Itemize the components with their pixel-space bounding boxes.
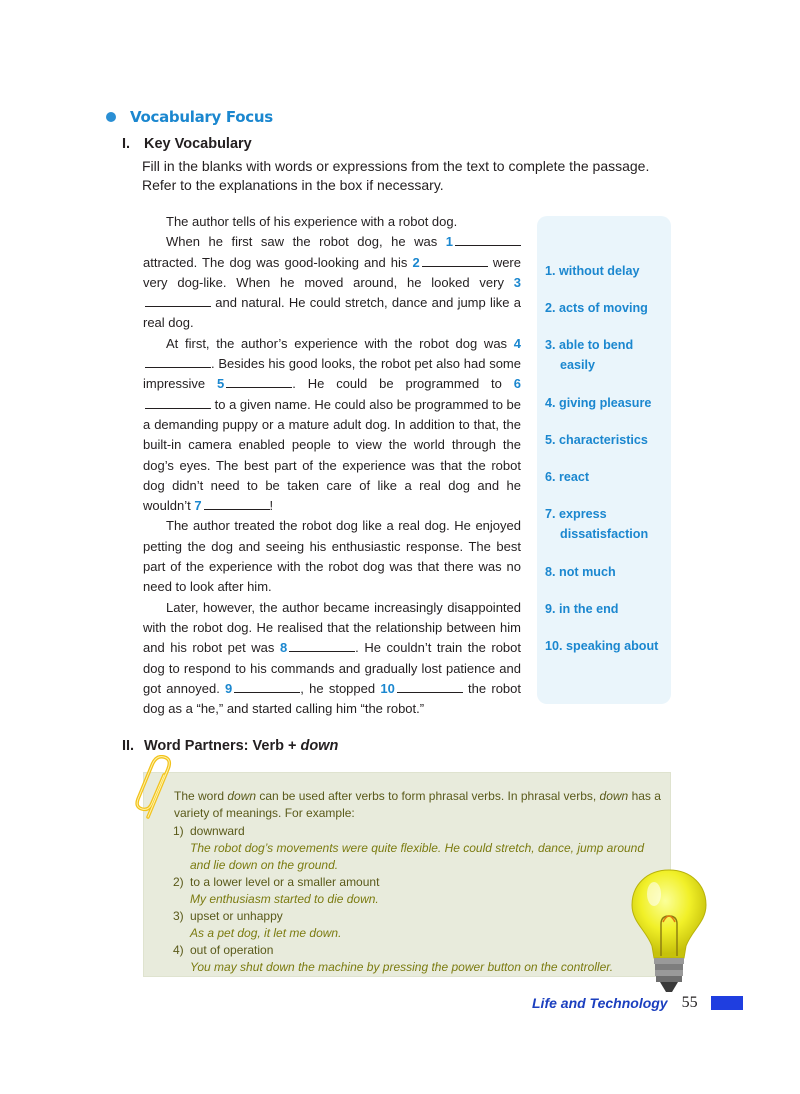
chapter-title: Life and Technology — [532, 995, 668, 1011]
explanation-item: 9. in the end — [545, 602, 619, 616]
blank-8[interactable] — [289, 640, 355, 652]
paragraph-1: The author tells of his experience with a robot dog. — [166, 214, 458, 229]
explanation-item: 5. characteristics — [545, 433, 648, 447]
blank-number: 4 — [513, 335, 521, 351]
blank-4[interactable] — [145, 356, 211, 368]
explanation-item: 8. not much — [545, 565, 616, 579]
blank-3[interactable] — [145, 295, 211, 307]
blank-7[interactable] — [204, 498, 270, 510]
blank-number: 2 — [412, 254, 420, 270]
explanation-item: 6. react — [545, 470, 590, 484]
word-partners-heading — [122, 738, 338, 754]
section-title: Vocabulary Focus — [130, 108, 273, 126]
footer-bar — [711, 996, 743, 1010]
passage — [143, 212, 521, 719]
paragraph-5: Later, however, the author became increasingly disappointed with the robot dog. He realised that the relationship between him and his robot pet was 8 . He couldn’t train the robot dog to respond to his commands and gradually lost patience and got annoyed. 9 , he stopped 10 the robot dog as a “he,” and started calling him “the robot.” — [143, 599, 521, 717]
blank-number: 8 — [279, 640, 288, 656]
list-item: 1) downward The robot dog’s movements were quite flexible. He could stretch, dance, jump around and lie down on the ground. — [173, 824, 645, 872]
list-item: 3) upset or unhappy As a pet dog, it let me down. — [173, 909, 342, 940]
paragraph-3: At first, the author’s experience with the robot dog was 4. Besides his good looks, the robot pet also had some impressive 5 . He could be programmed to 6 to a given name. He could also be programmed to be a demanding puppy or a mature adult dog. In addition to that, the built-in camera enabled people to view the world through the dog’s eyes. The best part of the experience was that the robot dog didn’t need to be taken care of like a real dog and he wouldn’t 7 ! — [143, 335, 522, 514]
blank-10[interactable] — [397, 681, 463, 693]
paragraph-2: When he first saw the robot dog, he was 1 attracted. The dog was good-looking and his 2 were very dog-like. When he moved around, he looked very 3 and natural. He could stretch, dance and jump like a real dog. — [143, 234, 521, 331]
note-card — [143, 772, 671, 977]
blank-number: 6 — [513, 376, 521, 392]
paragraph-4: The author treated the robot dog like a real dog. He enjoyed petting the dog and seeing his enthusiastic response. The best part of the experience with the robot dog was that there was no need to look after him. — [143, 518, 521, 595]
heading-emphasis: down — [300, 738, 339, 754]
blank-number: 1 — [445, 234, 453, 250]
section-heading — [106, 108, 273, 126]
heading-text: Key Vocabulary — [144, 136, 252, 152]
explanation-item: 2. acts of moving — [545, 301, 648, 315]
blank-number: 5 — [217, 376, 225, 392]
blank-number: 9 — [225, 680, 233, 696]
explanation-item: 3. able to bend easily — [545, 338, 634, 372]
key-vocabulary-heading — [122, 136, 252, 152]
list-item: 2) to a lower level or a smaller amount My enthusiasm started to die down. — [173, 875, 380, 906]
light-bulb-icon — [628, 866, 710, 1000]
roman-numeral: II. — [122, 738, 135, 754]
bullet-icon — [106, 112, 116, 122]
list-item: 4) out of operation You may shut down the machine by pressing the power button on the controller. — [173, 943, 614, 974]
roman-numeral: I. — [122, 136, 131, 152]
explanation-item: 7. express dissatisfaction — [545, 507, 649, 541]
heading-text: Word Partners: Verb + — [144, 738, 301, 754]
explanation-item: 10. speaking about — [545, 639, 659, 653]
blank-5[interactable] — [226, 376, 292, 388]
page-footer — [532, 994, 743, 1012]
note-intro: The word down can be used after verbs to form phrasal verbs. In phrasal verbs, down has a variety of meanings. For example: — [174, 789, 661, 820]
blank-number: 3 — [513, 274, 521, 290]
blank-2[interactable] — [422, 255, 488, 267]
blank-number: 10 — [380, 680, 395, 696]
explanation-item: 1. without delay — [545, 264, 640, 278]
blank-number: 7 — [194, 498, 202, 514]
blank-9[interactable] — [234, 681, 300, 693]
meaning-list — [173, 823, 653, 976]
explanation-item: 4. giving pleasure — [545, 396, 652, 410]
instructions: Fill in the blanks with words or expressions from the text to complete the passage. Refer to the explanations in the box if necessary. — [142, 158, 650, 193]
paper-clip-icon — [134, 755, 180, 825]
blank-6[interactable] — [145, 397, 211, 409]
explanation-box — [537, 216, 671, 704]
page-number: 55 — [681, 994, 698, 1011]
blank-1[interactable] — [455, 234, 521, 246]
